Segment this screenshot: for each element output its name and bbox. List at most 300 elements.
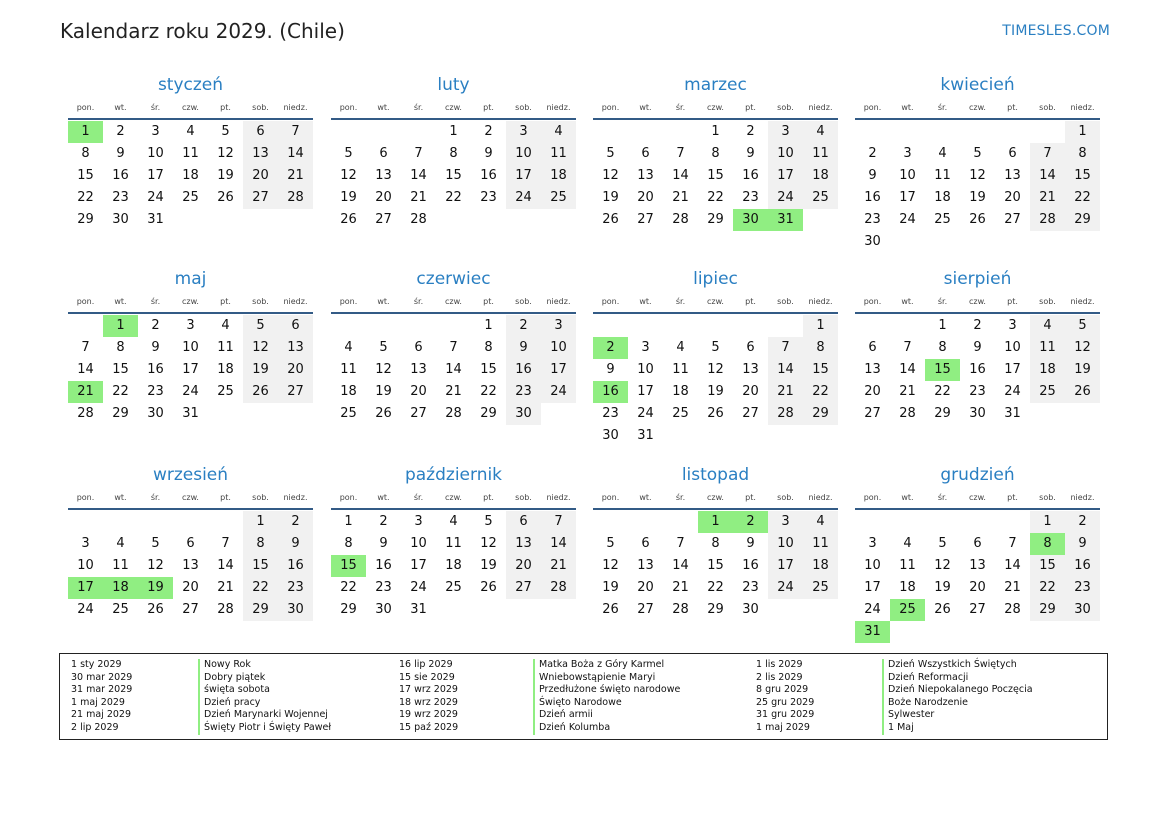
weekday-label: niedz. xyxy=(546,103,571,112)
day-cell: 25 xyxy=(803,577,838,599)
day-cell: 14 xyxy=(768,359,803,381)
day-cell: 11 xyxy=(934,168,951,183)
day-cell: 10 xyxy=(1004,340,1021,355)
day-cell: 5 xyxy=(606,536,615,551)
weekday-label: czw. xyxy=(182,103,199,112)
day-cell: 27 xyxy=(864,406,881,421)
day-cell: 18 xyxy=(803,555,838,577)
day-cell: 9 xyxy=(151,340,160,355)
day-cell: 29 xyxy=(803,403,838,425)
empty-cell xyxy=(1030,121,1065,143)
day-cell: 20 xyxy=(864,384,881,399)
empty-cell xyxy=(890,315,925,337)
day-cell: 18 xyxy=(541,165,576,187)
day-cell: 11 xyxy=(445,536,462,551)
holiday-day-cell: 1 xyxy=(103,315,138,337)
weekday-header xyxy=(855,295,1100,309)
day-cell: 10 xyxy=(864,558,881,573)
weekday-label: czw. xyxy=(182,493,199,502)
day-cell: 6 xyxy=(1008,146,1017,161)
holiday-date: 25 gru 2029 xyxy=(756,696,815,708)
day-cell: 1 xyxy=(243,511,278,533)
day-cell: 14 xyxy=(77,362,94,377)
day-cell: 27 xyxy=(182,602,199,617)
day-cell: 19 xyxy=(480,558,497,573)
empty-cell xyxy=(628,315,663,337)
day-cell: 12 xyxy=(969,168,986,183)
site-link[interactable]: TIMESLES.COM xyxy=(1002,23,1110,39)
day-cell: 1 xyxy=(449,124,458,139)
day-cell: 6 xyxy=(186,536,195,551)
day-cell: 13 xyxy=(864,362,881,377)
day-cell: 6 xyxy=(243,121,278,143)
day-cell: 23 xyxy=(1065,577,1100,599)
day-cell: 11 xyxy=(340,362,357,377)
day-cell: 24 xyxy=(77,602,94,617)
day-cell: 31 xyxy=(637,428,654,443)
weekday-label: pon. xyxy=(863,493,882,502)
weekday-label: pon. xyxy=(76,493,95,502)
day-cell: 8 xyxy=(116,340,125,355)
day-cell: 15 xyxy=(445,168,462,183)
holiday-name: Dobry piątek xyxy=(198,672,331,685)
day-cell: 25 xyxy=(1030,381,1065,403)
month-block xyxy=(593,465,838,621)
day-cell: 8 xyxy=(449,146,458,161)
day-cell: 22 xyxy=(707,580,724,595)
holiday-name: Dzień Kolumba xyxy=(533,722,680,735)
day-cell: 21 xyxy=(1030,187,1065,209)
month-block xyxy=(331,465,576,621)
month-divider xyxy=(68,508,313,510)
day-cell: 13 xyxy=(637,168,654,183)
day-cell: 29 xyxy=(480,406,497,421)
day-cell: 15 xyxy=(243,555,278,577)
holiday-names-column xyxy=(198,659,331,735)
holiday-name: Święto Narodowe xyxy=(533,697,680,710)
day-cell: 8 xyxy=(81,146,90,161)
day-cell: 8 xyxy=(711,536,720,551)
holiday-date: 31 gru 2029 xyxy=(756,709,815,721)
weekday-label: wt. xyxy=(639,297,652,306)
day-cell: 28 xyxy=(1004,602,1021,617)
day-cell: 17 xyxy=(147,168,164,183)
month-divider xyxy=(593,118,838,120)
day-cell: 17 xyxy=(410,558,427,573)
days-grid xyxy=(593,315,838,447)
day-cell: 17 xyxy=(182,362,199,377)
day-cell: 28 xyxy=(541,577,576,599)
holiday-day-cell: 30 xyxy=(733,209,768,231)
holiday-name: święta sobota xyxy=(198,684,331,697)
day-cell: 16 xyxy=(375,558,392,573)
day-cell: 26 xyxy=(147,602,164,617)
day-cell: 30 xyxy=(742,602,759,617)
day-cell: 16 xyxy=(147,362,164,377)
day-cell: 18 xyxy=(182,168,199,183)
empty-cell xyxy=(733,315,768,337)
day-cell: 11 xyxy=(672,362,689,377)
day-cell: 19 xyxy=(1065,359,1100,381)
day-cell: 20 xyxy=(969,580,986,595)
day-cell: 10 xyxy=(768,143,803,165)
weekday-label: śr. xyxy=(675,103,686,112)
weekday-label: śr. xyxy=(413,297,424,306)
empty-cell xyxy=(138,511,173,533)
weekday-label: śr. xyxy=(937,493,948,502)
holiday-names-column xyxy=(533,659,680,735)
day-cell: 7 xyxy=(676,146,685,161)
day-cell: 28 xyxy=(768,403,803,425)
day-cell: 15 xyxy=(77,168,94,183)
day-cell: 23 xyxy=(375,580,392,595)
day-cell: 13 xyxy=(375,168,392,183)
day-cell: 29 xyxy=(1030,599,1065,621)
holiday-dates-column xyxy=(756,659,814,735)
day-cell: 11 xyxy=(899,558,916,573)
holiday-name: Przedłużone święto narodowe xyxy=(533,684,680,697)
day-cell: 28 xyxy=(445,406,462,421)
day-cell: 21 xyxy=(445,384,462,399)
day-cell: 12 xyxy=(217,146,234,161)
holiday-date: 21 maj 2029 xyxy=(71,709,132,721)
day-cell: 9 xyxy=(506,337,541,359)
day-cell: 16 xyxy=(742,168,759,183)
days-grid xyxy=(68,121,313,231)
weekday-label: czw. xyxy=(969,297,986,306)
day-cell: 30 xyxy=(147,406,164,421)
day-cell: 26 xyxy=(480,580,497,595)
day-cell: 18 xyxy=(803,165,838,187)
weekday-label: sob. xyxy=(515,103,532,112)
day-cell: 17 xyxy=(864,580,881,595)
day-cell: 9 xyxy=(278,533,313,555)
month-block xyxy=(855,75,1100,253)
day-cell: 1 xyxy=(344,514,353,529)
holiday-day-cell: 16 xyxy=(593,381,628,403)
empty-cell xyxy=(960,511,995,533)
weekday-label: pon. xyxy=(339,297,358,306)
day-cell: 7 xyxy=(414,146,423,161)
day-cell: 24 xyxy=(768,577,803,599)
days-grid xyxy=(593,121,838,231)
month-block xyxy=(855,269,1100,425)
day-cell: 6 xyxy=(278,315,313,337)
page-title: Kalendarz roku 2029. (Chile) xyxy=(60,19,345,43)
holiday-date: 1 maj 2029 xyxy=(756,721,810,733)
day-cell: 22 xyxy=(480,384,497,399)
day-cell: 28 xyxy=(77,406,94,421)
day-cell: 24 xyxy=(182,384,199,399)
month-name: październik xyxy=(404,465,503,485)
day-cell: 23 xyxy=(602,406,619,421)
day-cell: 25 xyxy=(934,212,951,227)
day-cell: 9 xyxy=(746,536,755,551)
empty-cell xyxy=(436,315,471,337)
holiday-date: 1 sty 2029 xyxy=(71,659,122,670)
day-cell: 14 xyxy=(217,558,234,573)
day-cell: 11 xyxy=(112,558,129,573)
holiday-day-cell: 25 xyxy=(890,599,925,621)
weekday-label: czw. xyxy=(445,297,462,306)
empty-cell xyxy=(698,315,733,337)
day-cell: 21 xyxy=(541,555,576,577)
day-cell: 7 xyxy=(449,340,458,355)
day-cell: 31 xyxy=(182,406,199,421)
day-cell: 17 xyxy=(768,555,803,577)
day-cell: 27 xyxy=(410,406,427,421)
day-cell: 30 xyxy=(112,212,129,227)
days-grid xyxy=(331,511,576,621)
month-name: grudzień xyxy=(940,465,1015,485)
empty-cell xyxy=(628,121,663,143)
day-cell: 3 xyxy=(506,121,541,143)
day-cell: 4 xyxy=(186,124,195,139)
day-cell: 8 xyxy=(484,340,493,355)
day-cell: 3 xyxy=(641,340,650,355)
day-cell: 15 xyxy=(1065,165,1100,187)
weekday-label: czw. xyxy=(969,103,986,112)
holiday-day-cell: 18 xyxy=(103,577,138,599)
day-cell: 11 xyxy=(541,143,576,165)
day-cell: 3 xyxy=(903,146,912,161)
holiday-day-cell: 2 xyxy=(733,511,768,533)
weekday-label: sob. xyxy=(252,103,269,112)
holiday-name: Święty Piotr i Święty Paweł xyxy=(198,722,331,735)
weekday-header xyxy=(331,491,576,505)
day-cell: 7 xyxy=(903,340,912,355)
day-cell: 21 xyxy=(410,190,427,205)
day-cell: 13 xyxy=(742,362,759,377)
day-cell: 22 xyxy=(445,190,462,205)
empty-cell xyxy=(593,315,628,337)
day-cell: 12 xyxy=(707,362,724,377)
day-cell: 24 xyxy=(541,381,576,403)
holiday-date: 2 lis 2029 xyxy=(756,671,803,683)
weekday-header xyxy=(68,491,313,505)
day-cell: 25 xyxy=(541,187,576,209)
day-cell: 3 xyxy=(414,514,423,529)
day-cell: 26 xyxy=(969,212,986,227)
day-cell: 11 xyxy=(803,533,838,555)
weekday-label: śr. xyxy=(675,493,686,502)
holiday-day-cell: 1 xyxy=(698,511,733,533)
day-cell: 4 xyxy=(803,511,838,533)
day-cell: 13 xyxy=(1004,168,1021,183)
day-cell: 14 xyxy=(672,558,689,573)
day-cell: 1 xyxy=(711,124,720,139)
day-cell: 26 xyxy=(602,602,619,617)
day-cell: 23 xyxy=(278,577,313,599)
weekday-label: pt. xyxy=(220,493,231,502)
empty-cell xyxy=(663,511,698,533)
day-cell: 5 xyxy=(484,514,493,529)
day-cell: 9 xyxy=(868,168,877,183)
holiday-date: 1 lis 2029 xyxy=(756,659,803,670)
day-cell: 24 xyxy=(147,190,164,205)
day-cell: 6 xyxy=(868,340,877,355)
month-block xyxy=(331,75,576,231)
day-cell: 12 xyxy=(602,168,619,183)
month-block xyxy=(68,269,313,425)
day-cell: 26 xyxy=(340,212,357,227)
month-divider xyxy=(68,118,313,120)
holiday-day-cell: 1 xyxy=(68,121,103,143)
day-cell: 5 xyxy=(1065,315,1100,337)
holiday-name: 1 Maj xyxy=(882,722,1033,735)
weekday-label: wt. xyxy=(377,493,390,502)
weekday-label: śr. xyxy=(675,297,686,306)
weekday-label: wt. xyxy=(901,493,914,502)
day-cell: 7 xyxy=(221,536,230,551)
day-cell: 19 xyxy=(340,190,357,205)
weekday-label: wt. xyxy=(901,297,914,306)
day-cell: 2 xyxy=(1065,511,1100,533)
day-cell: 19 xyxy=(969,190,986,205)
weekday-header xyxy=(593,491,838,505)
weekday-label: sob. xyxy=(252,493,269,502)
day-cell: 1 xyxy=(484,318,493,333)
day-cell: 27 xyxy=(742,406,759,421)
day-cell: 14 xyxy=(541,533,576,555)
day-cell: 4 xyxy=(1030,315,1065,337)
day-cell: 6 xyxy=(506,511,541,533)
day-cell: 16 xyxy=(112,168,129,183)
empty-cell xyxy=(663,315,698,337)
day-cell: 24 xyxy=(768,187,803,209)
day-cell: 9 xyxy=(746,146,755,161)
day-cell: 22 xyxy=(934,384,951,399)
weekday-label: pon. xyxy=(339,493,358,502)
day-cell: 12 xyxy=(340,168,357,183)
day-cell: 16 xyxy=(480,168,497,183)
day-cell: 12 xyxy=(375,362,392,377)
holiday-date: 15 paź 2029 xyxy=(399,721,459,733)
day-cell: 21 xyxy=(768,381,803,403)
empty-cell xyxy=(925,511,960,533)
weekday-label: niedz. xyxy=(1070,297,1095,306)
days-grid xyxy=(855,511,1100,643)
day-cell: 14 xyxy=(899,362,916,377)
day-cell: 1 xyxy=(1065,121,1100,143)
day-cell: 27 xyxy=(506,577,541,599)
holiday-name: Dzień Niepokalanego Poczęcia xyxy=(882,684,1033,697)
month-divider xyxy=(68,312,313,314)
day-cell: 2 xyxy=(973,318,982,333)
weekday-label: śr. xyxy=(150,493,161,502)
day-cell: 15 xyxy=(803,359,838,381)
holiday-date: 15 sie 2029 xyxy=(399,671,455,683)
day-cell: 9 xyxy=(484,146,493,161)
weekday-label: wt. xyxy=(114,103,127,112)
empty-cell xyxy=(768,315,803,337)
empty-cell xyxy=(855,121,890,143)
day-cell: 20 xyxy=(506,555,541,577)
day-cell: 29 xyxy=(243,599,278,621)
holiday-day-cell: 21 xyxy=(68,381,103,403)
empty-cell xyxy=(593,121,628,143)
weekday-label: śr. xyxy=(937,297,948,306)
month-block xyxy=(331,269,576,425)
weekday-label: czw. xyxy=(969,493,986,502)
day-cell: 8 xyxy=(938,340,947,355)
weekday-label: czw. xyxy=(445,103,462,112)
empty-cell xyxy=(208,511,243,533)
day-cell: 23 xyxy=(480,190,497,205)
day-cell: 25 xyxy=(340,406,357,421)
day-cell: 16 xyxy=(969,362,986,377)
weekday-label: pon. xyxy=(863,103,882,112)
day-cell: 2 xyxy=(278,511,313,533)
day-cell: 22 xyxy=(77,190,94,205)
weekday-label: czw. xyxy=(707,297,724,306)
days-grid xyxy=(331,315,576,425)
day-cell: 5 xyxy=(606,146,615,161)
weekday-label: pt. xyxy=(1007,297,1018,306)
holiday-date: 18 wrz 2029 xyxy=(399,696,458,708)
day-cell: 31 xyxy=(147,212,164,227)
month-name: maj xyxy=(174,269,207,289)
day-cell: 16 xyxy=(864,190,881,205)
days-grid xyxy=(593,511,838,621)
month-block xyxy=(855,465,1100,643)
day-cell: 17 xyxy=(541,359,576,381)
weekday-label: wt. xyxy=(901,103,914,112)
day-cell: 11 xyxy=(1030,337,1065,359)
day-cell: 8 xyxy=(803,337,838,359)
weekday-header xyxy=(68,295,313,309)
day-cell: 16 xyxy=(742,558,759,573)
day-cell: 21 xyxy=(899,384,916,399)
day-cell: 20 xyxy=(1004,190,1021,205)
day-cell: 10 xyxy=(77,558,94,573)
holiday-date: 16 lip 2029 xyxy=(399,659,453,670)
empty-cell xyxy=(663,121,698,143)
weekday-label: pon. xyxy=(76,297,95,306)
empty-cell xyxy=(925,121,960,143)
weekday-label: sob. xyxy=(252,297,269,306)
month-name: sierpień xyxy=(943,269,1012,289)
day-cell: 29 xyxy=(77,212,94,227)
weekday-label: pon. xyxy=(601,103,620,112)
day-cell: 1 xyxy=(803,315,838,337)
day-cell: 30 xyxy=(506,403,541,425)
empty-cell xyxy=(890,511,925,533)
day-cell: 15 xyxy=(707,558,724,573)
holiday-list xyxy=(59,653,1108,740)
day-cell: 7 xyxy=(541,511,576,533)
weekday-label: sob. xyxy=(777,493,794,502)
weekday-label: niedz. xyxy=(283,103,308,112)
day-cell: 1 xyxy=(1030,511,1065,533)
weekday-label: pon. xyxy=(76,103,95,112)
day-cell: 21 xyxy=(217,580,234,595)
day-cell: 24 xyxy=(899,212,916,227)
day-cell: 24 xyxy=(506,187,541,209)
day-cell: 26 xyxy=(243,381,278,403)
day-cell: 10 xyxy=(506,143,541,165)
day-cell: 27 xyxy=(278,381,313,403)
month-name: listopad xyxy=(681,465,750,485)
day-cell: 3 xyxy=(768,511,803,533)
day-cell: 28 xyxy=(672,212,689,227)
weekday-label: sob. xyxy=(1039,297,1056,306)
weekday-label: śr. xyxy=(413,493,424,502)
day-cell: 29 xyxy=(112,406,129,421)
day-cell: 12 xyxy=(243,337,278,359)
weekday-label: sob. xyxy=(515,297,532,306)
day-cell: 8 xyxy=(1065,143,1100,165)
